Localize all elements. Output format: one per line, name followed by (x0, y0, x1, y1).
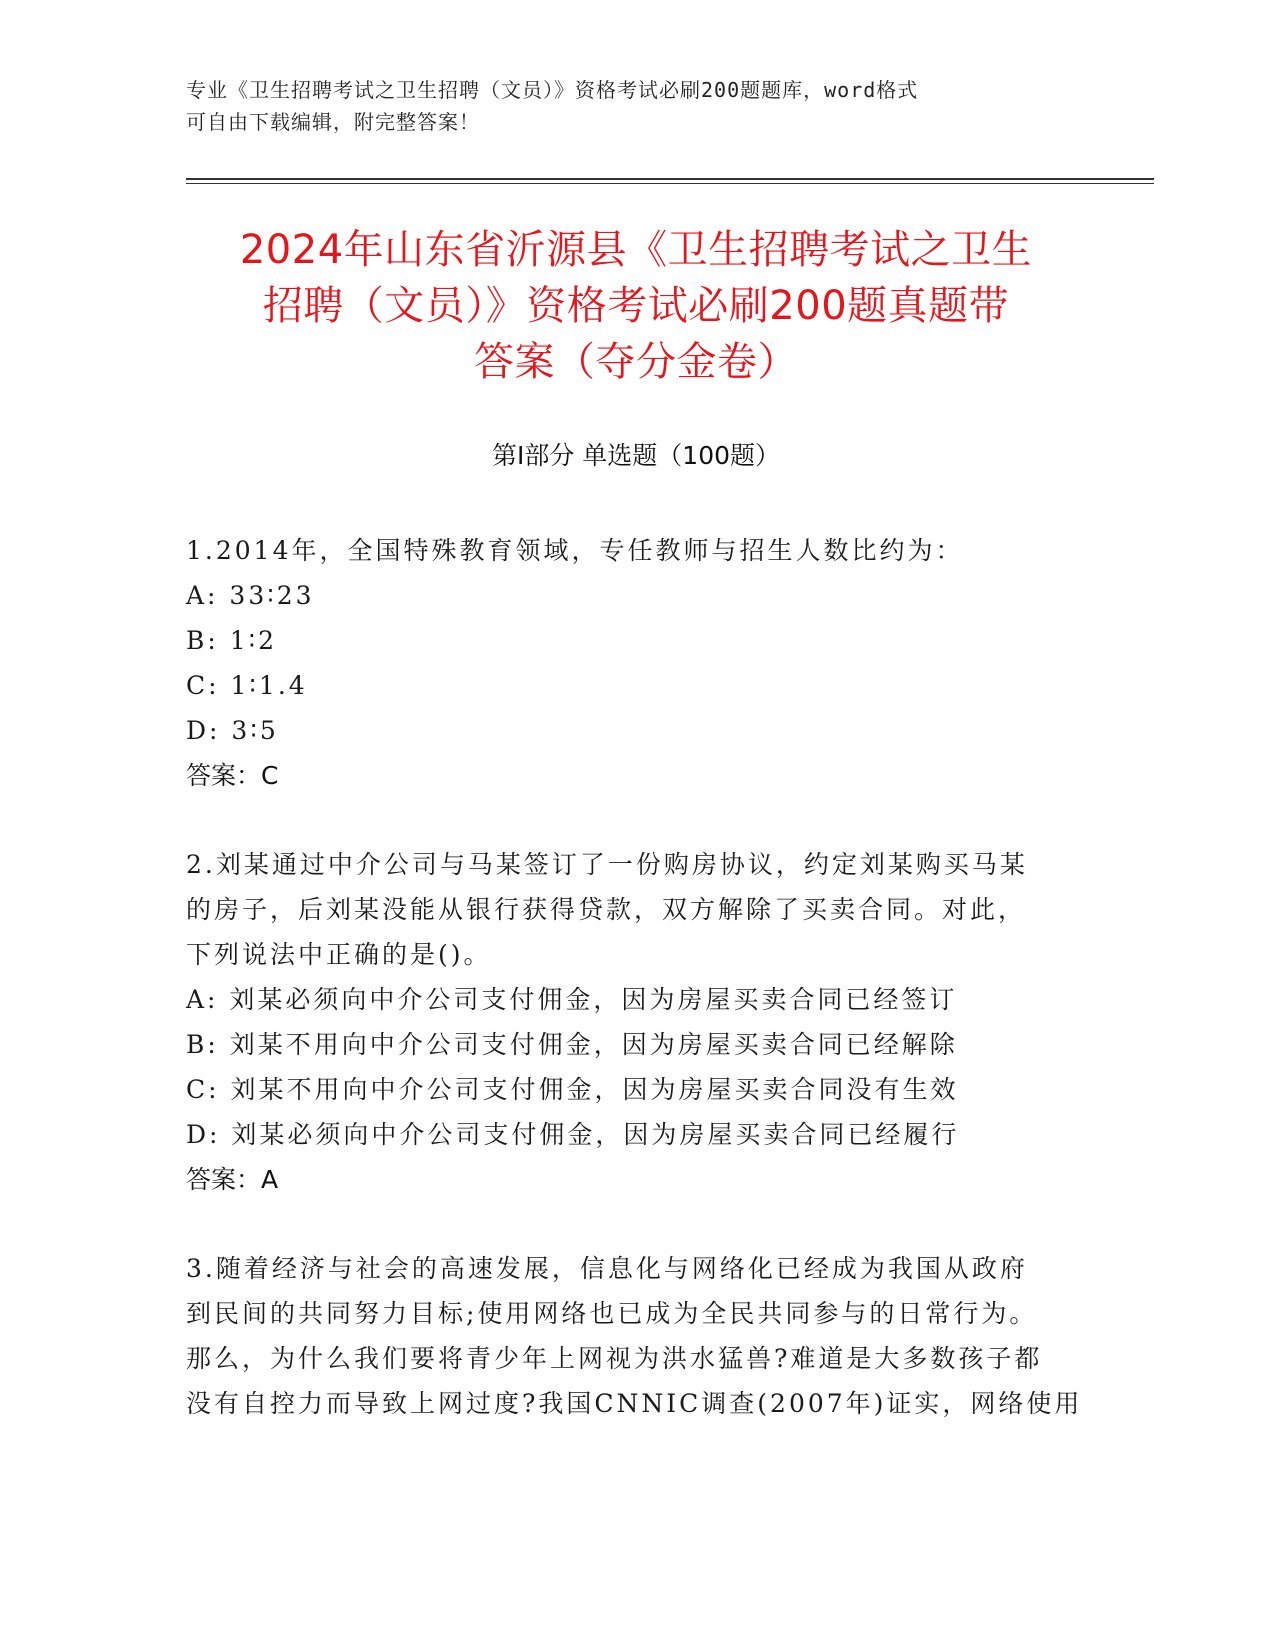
title-line: 答案（夺分金卷） (474, 339, 798, 385)
question-stem: 的房子，后刘某没能从银行获得贷款，双方解除了买卖合同。对此， (186, 895, 1027, 924)
title-line: 2024年山东省沂源县《卫生招聘考试之卫生 (239, 227, 1033, 273)
option-b: B: 1∶2 (186, 626, 278, 655)
question-stem: 到民间的共同努力目标;使用网络也已成为全民共同参与的日常行为。 (186, 1299, 1038, 1328)
header-divider-thin (186, 183, 1154, 184)
answer: 答案：A (186, 1165, 279, 1194)
option-a: A: 33∶23 (186, 581, 315, 610)
question-stem: 没有自控力而导致上网过度?我国CNNIC调查(2007年)证实，网络使用 (186, 1389, 1083, 1418)
document-title (186, 222, 1086, 390)
option-a: A: 刘某必须向中介公司支付佣金，因为房屋买卖合同已经签订 (186, 985, 958, 1014)
header-divider (186, 178, 1154, 180)
question-stem: 1.2014年，全国特殊教育领域，专任教师与招生人数比约为： (186, 536, 964, 565)
option-c: C: 刘某不用向中介公司支付佣金，因为房屋买卖合同没有生效 (186, 1075, 959, 1104)
section-heading: 第I部分 单选题（100题） (491, 441, 781, 470)
answer: 答案：C (186, 761, 279, 790)
question-stem: 下列说法中正确的是()。 (186, 940, 492, 969)
question-3 (186, 1246, 1086, 1426)
header-note-line: 专业《卫生招聘考试之卫生招聘（文员）》资格考试必刷200题题库，word格式 (186, 78, 919, 102)
option-d: D: 刘某必须向中介公司支付佣金，因为房屋买卖合同已经履行 (186, 1120, 960, 1149)
question-list (186, 528, 1086, 1470)
question-2 (186, 842, 1086, 1202)
header-note-line: 可自由下载编辑，附完整答案！ (186, 110, 480, 134)
question-stem: 3.随着经济与社会的高速发展，信息化与网络化已经成为我国从政府 (186, 1254, 1028, 1283)
question-stem: 那么，为什么我们要将青少年上网视为洪水猛兽?难道是大多数孩子都 (186, 1344, 1043, 1373)
question-1 (186, 528, 1086, 798)
question-stem: 2.刘某通过中介公司与马某签订了一份购房协议，约定刘某购买马某 (186, 850, 1028, 879)
option-b: B: 刘某不用向中介公司支付佣金，因为房屋买卖合同已经解除 (186, 1030, 958, 1059)
title-line: 招聘（文员）》资格考试必刷200题真题带 (262, 283, 1010, 329)
header-note (186, 74, 1086, 138)
option-d: D: 3∶5 (186, 716, 279, 745)
option-c: C: 1∶1.4 (186, 671, 308, 700)
